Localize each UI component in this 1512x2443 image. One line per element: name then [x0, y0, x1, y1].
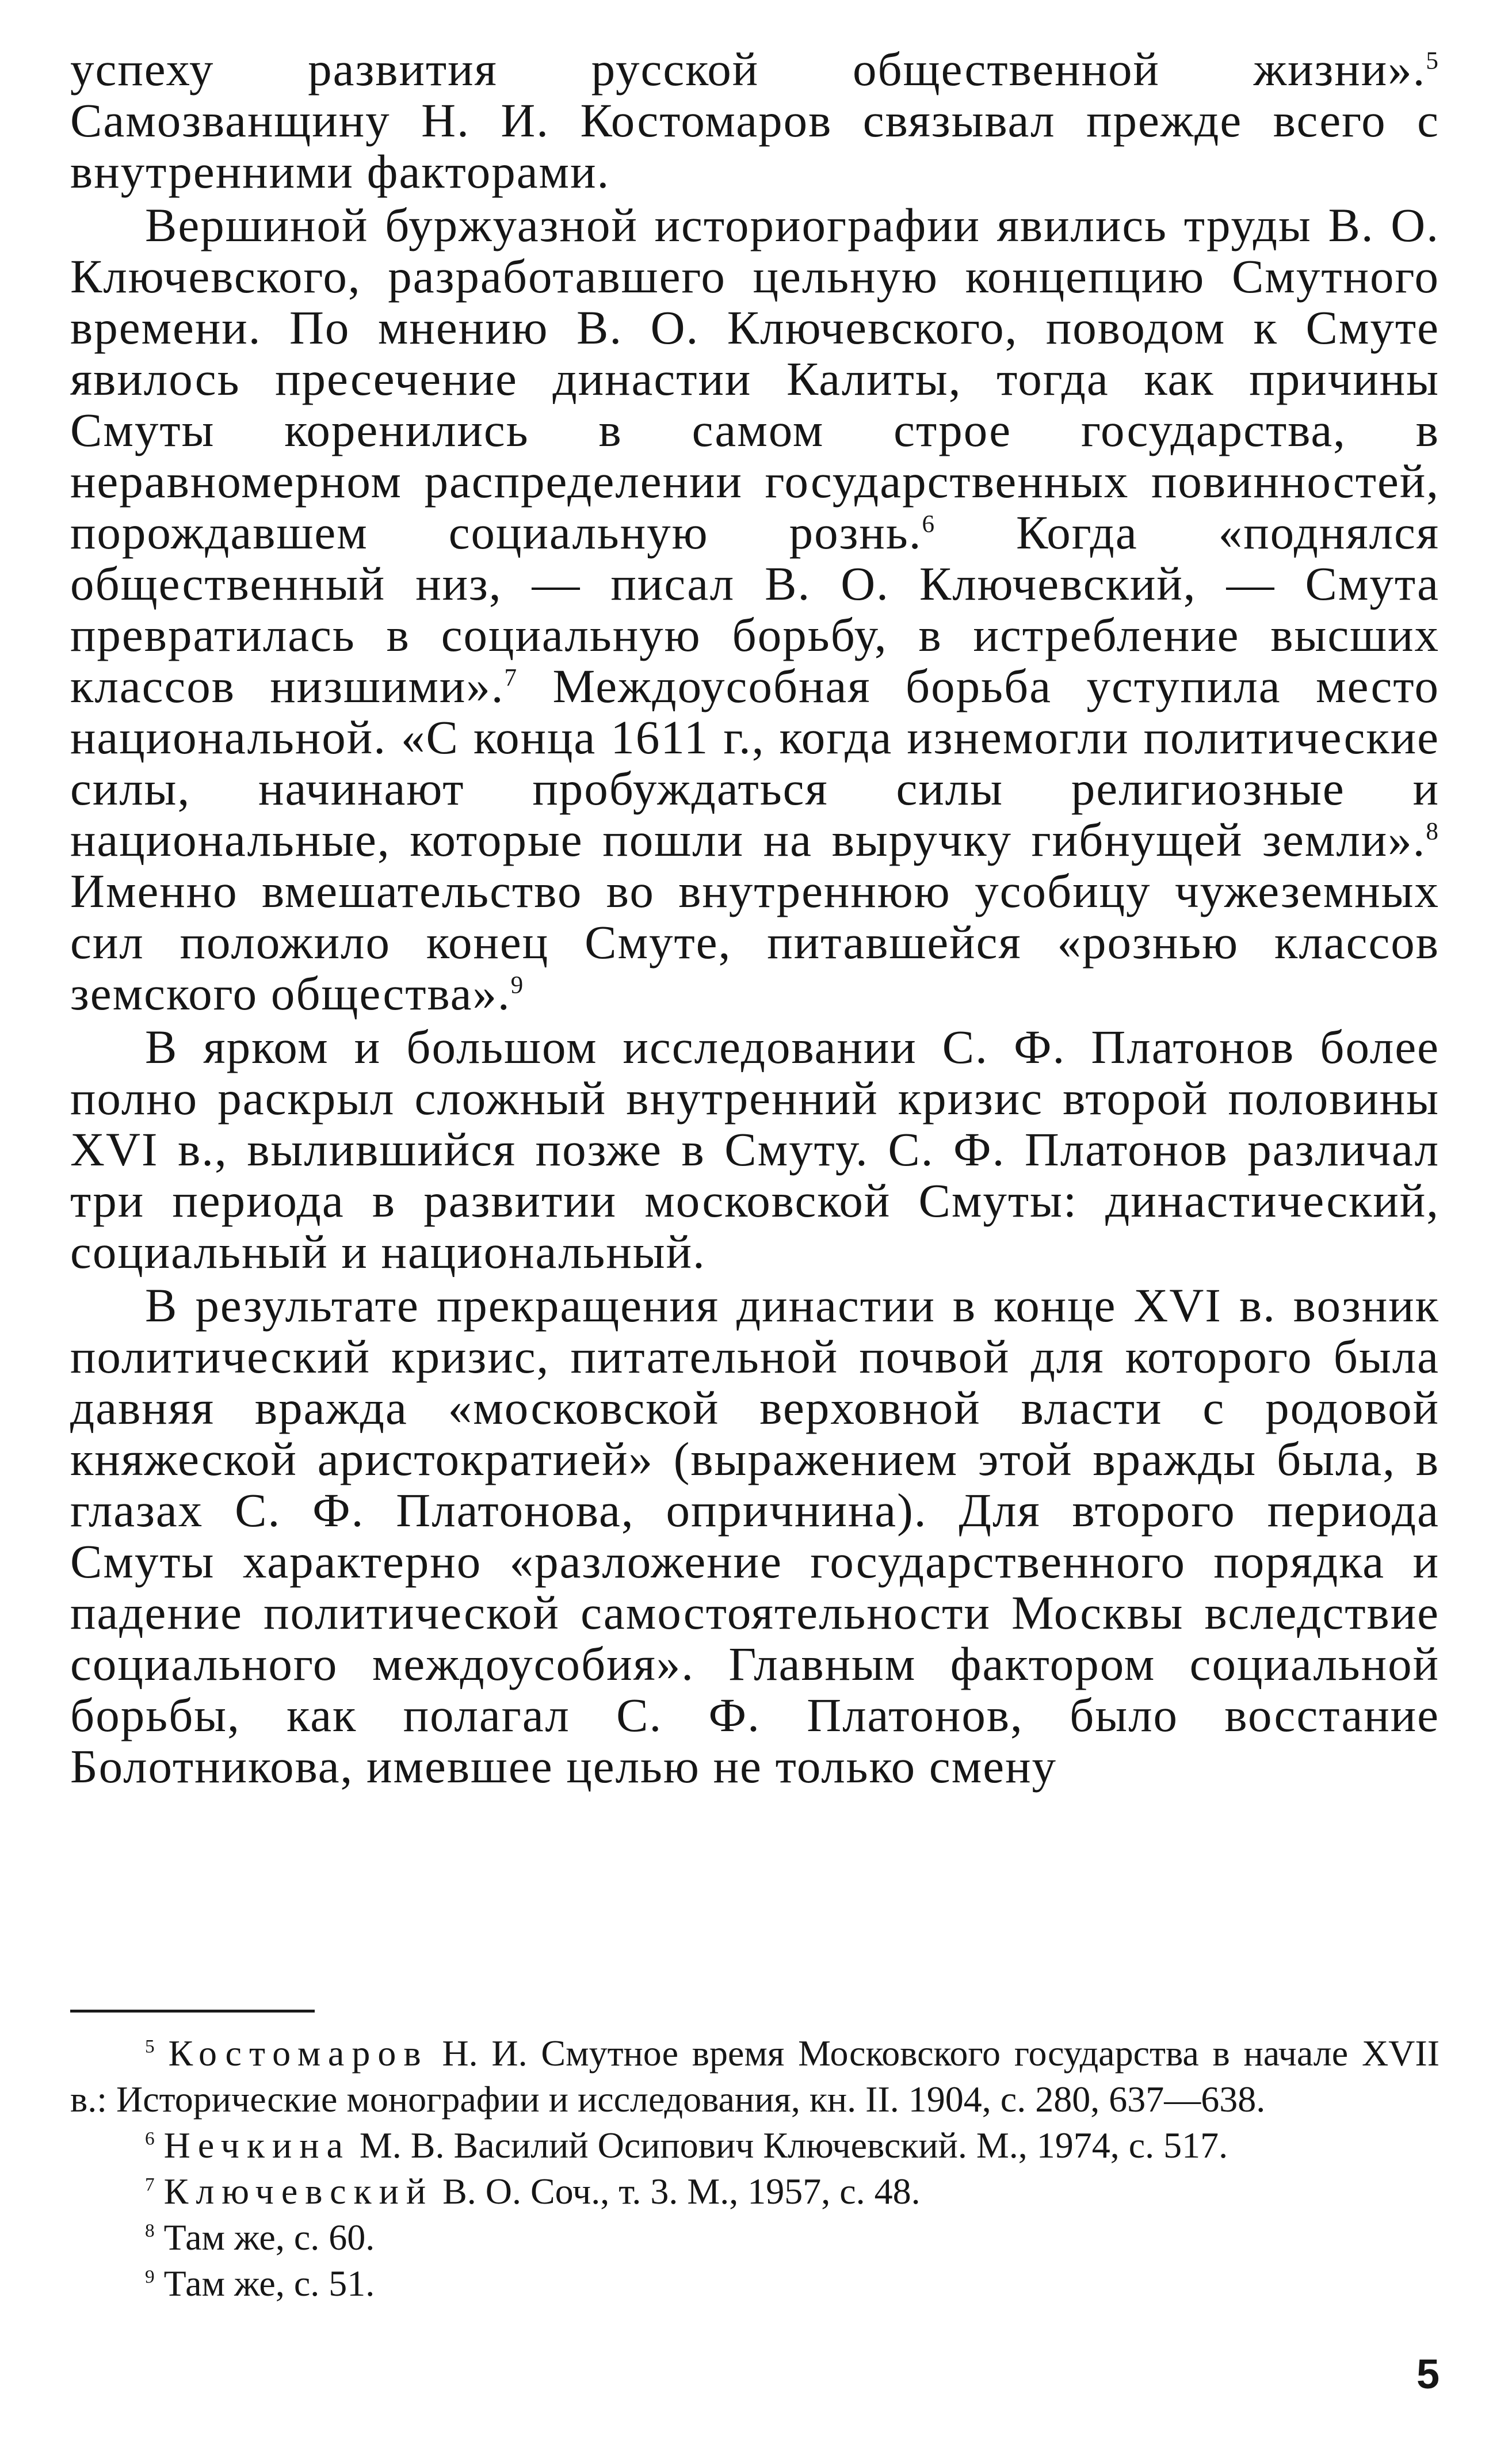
footnote: [70, 2261, 1440, 2307]
footnote-author: Ключевский: [163, 2171, 434, 2212]
footnote: [70, 2122, 1440, 2168]
footnote-number: 9: [145, 2266, 155, 2288]
footnote-author: Костомаров: [168, 2033, 429, 2074]
page-number: 5: [1416, 2351, 1440, 2398]
footnote-ref: 7: [504, 664, 518, 692]
paragraph: [70, 200, 1440, 1019]
footnote: [70, 2168, 1440, 2215]
footnote-text: М. В. Василий Осипович Ключевский. М., 1974, с. 517.: [350, 2125, 1228, 2166]
footnote-divider: [70, 2010, 315, 2013]
footnote-ref: 9: [510, 971, 525, 999]
footnote-text: Там же, с. 60.: [163, 2217, 375, 2258]
text-run: успеху развития русской общественной жизни».: [70, 43, 1426, 96]
paragraph-continued: [70, 44, 1440, 197]
text-run: Самозванщину Н. И. Костомаров связывал прежде всего с внутренними факторами.: [70, 94, 1440, 198]
footnote: [70, 2215, 1440, 2261]
text-run: Когда «поднялся общественный низ, — писал В. О. Ключевский, — Смута превратилась в социальную борьбу, в истребление высших классов низшими».: [70, 506, 1440, 712]
footnote-text: В. О. Соч., т. 3. М., 1957, с. 48.: [433, 2171, 921, 2212]
paragraph: В результате прекращения династии в конце XVI в. возник политический кризис, питательной почвой для которого была давняя вражда «московской верховной власти с родовой княжеской аристократией» (выражением этой вражды была, в глазах С. Ф. Платонова, опричнина). Для второго периода Смуты характерно «разложение государственного порядка и падение политической самостоятельности Москвы вследствие социального междоусобия». Главным фактором социальной борьбы, как полагал С. Ф. Платонов, было восстание Болотникова, имевшее целью не только смену: [70, 1279, 1440, 1793]
footnote-number: 7: [145, 2174, 155, 2196]
text-run: Междоусобная борьба уступила место национальной. «С конца 1611 г., когда изнемогли политические силы, начинают пробуждаться силы религиозные и национальные, которые пошли на выручку гибнущей земли».: [70, 660, 1440, 866]
footnote-ref: 8: [1426, 818, 1440, 845]
footnote-number: 8: [145, 2220, 155, 2242]
footnotes: [70, 2030, 1440, 2307]
footnote-number: 5: [145, 2036, 155, 2057]
main-text: [70, 44, 1440, 1792]
text-run: Вершиной буржуазной историографии явились труды В. О. Ключевского, разработавшего цельную концепцию Смутного времени. По мнению В. О. Ключевского, поводом к Смуте явилось пресечение династии Калиты, тогда как причины Смуты коренились в самом строе государства, в неравномерном распределении государственных повинностей, порождавшем социальную рознь.: [70, 199, 1440, 559]
paragraph: В ярком и большом исследовании С. Ф. Платонов более полно раскрыл сложный внутренний кризис второй половины XVI в., вылившийся позже в Смуту. С. Ф. Платонов различал три периода в развитии московской Смуты: династический, социальный и национальный.: [70, 1020, 1440, 1278]
footnote-ref: 6: [922, 510, 936, 538]
footnote-number: 6: [145, 2128, 155, 2149]
footnote-text: Там же, с. 51.: [163, 2263, 375, 2304]
footnote-ref: 5: [1426, 47, 1440, 75]
text-run: Именно вмешательство во внутреннюю усобицу чужеземных сил положило конец Смуте, питавшейся «рознью классов земского общества».: [70, 864, 1440, 1020]
footnote-author: Нечкина: [163, 2125, 350, 2166]
footnote: [70, 2030, 1440, 2122]
footnote-text: Н. И. Смутное время Московского государства в начале XVII в.: Исторические монографии и исследования, кн. II. 1904, с. 280, 637—638.: [70, 2033, 1440, 2120]
